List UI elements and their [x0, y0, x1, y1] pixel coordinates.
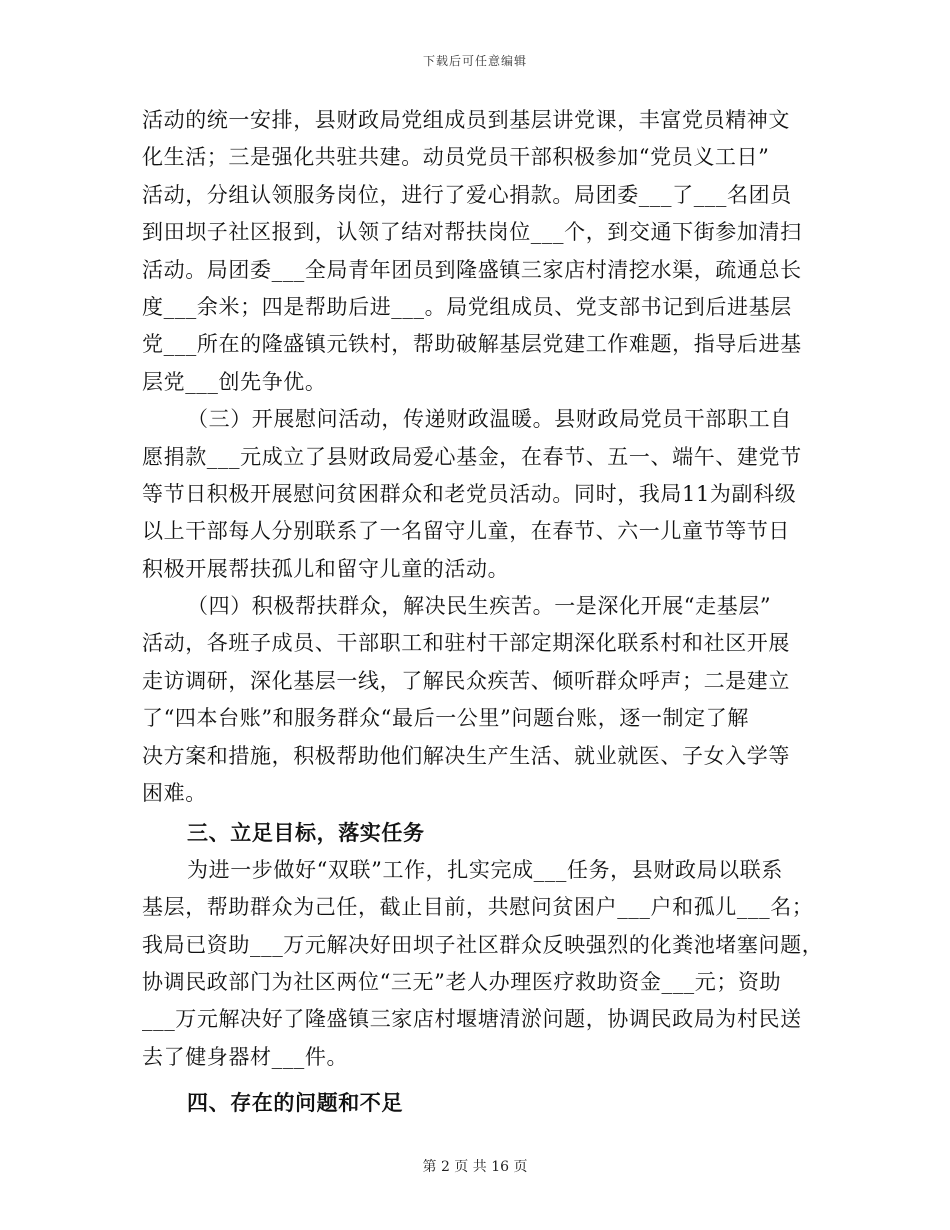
body-text — [142, 102, 824, 1122]
text-line: ___万元解决好了隆盛镇三家店村堰塘清淤问题，协调民政局为村民送 — [142, 1007, 802, 1032]
text-line: 积极开展帮扶孤儿和留守儿童的活动。 — [142, 556, 510, 581]
page-footer: 第 2 页 共 16 页 — [422, 1159, 528, 1175]
text-line: 决方案和措施，积极帮助他们解决生产生活、就业就医、子女入学等 — [142, 743, 790, 768]
text-line: 层党___创先争优。 — [142, 369, 327, 394]
text-line: 基层，帮助群众为己任，截止目前，共慰问贫困户___户和孤儿___名； — [142, 895, 814, 920]
section-heading: 四、存在的问题和不足 — [187, 1090, 403, 1116]
text-line: 党___所在的隆盛镇元铁村，帮助破解基层党建工作难题，指导后进基 — [142, 332, 802, 357]
text-line: 走访调研，深化基层一线，了解民众疾苦、倾听群众呼声；二是建立 — [142, 668, 790, 693]
text-line: 活动的统一安排，县财政局党组成员到基层讲党课，丰富党员精神文 — [142, 108, 790, 132]
text-line: 了“四本台账”和服务群众“最后一公里”问题台账，逐一制定了解 — [142, 706, 749, 731]
page-header: 下载后可任意编辑 — [422, 54, 527, 68]
text-line: 活动。局团委___全局青年团员到隆盛镇三家店村清挖水渠，疏通总长 — [142, 257, 802, 282]
text-line: 等节日积极开展慰问贫困群众和老党员活动。同时，我局11为副科级 — [142, 481, 797, 506]
text-line: 我局已资助___万元解决好田坝子社区群众反映强烈的化粪池堵塞问题， — [142, 932, 824, 957]
paragraph-start-line: （三）开展慰问活动，传递财政温暖。县财政局党员干部职工自 — [187, 407, 792, 432]
text-line: 化生活；三是强化共驻共建。动员党员干部积极参加“党员义工日” — [142, 145, 770, 170]
text-line: 活动，分组认领服务岗位，进行了爱心捐款。局团委___了___名团员 — [142, 182, 792, 207]
text-line: 度___余米；四是帮助后进___。局党组成员、党支部书记到后进基层 — [142, 294, 792, 319]
text-line: 活动，各班子成员、干部职工和驻村干部定期深化联系村和社区开展 — [142, 631, 790, 656]
section-heading: 三、立足目标，落实任务 — [187, 820, 425, 846]
paragraph-start-line: 为进一步做好“双联”工作，扎实完成___任务，县财政局以联系 — [187, 857, 783, 882]
text-line: 愿捐款___元成立了县财政局爱心基金，在春节、五一、端午、建党节 — [142, 444, 802, 469]
text-line: 困难。 — [142, 781, 207, 806]
text-line: 到田坝子社区报到，认领了结对帮扶岗位___个，到交通下街参加清扫 — [142, 220, 802, 245]
text-line: 去了健身器材___件。 — [142, 1044, 349, 1069]
paragraph-start-line: （四）积极帮扶群众，解决民生疾苦。一是深化开展“走基层” — [187, 594, 772, 619]
text-line: 协调民政部门为社区两位“三无”老人办理医疗救助资金___元；资助 — [142, 969, 782, 994]
text-line: 以上干部每人分别联系了一名留守儿童，在春节、六一儿童节等节日 — [142, 519, 790, 544]
